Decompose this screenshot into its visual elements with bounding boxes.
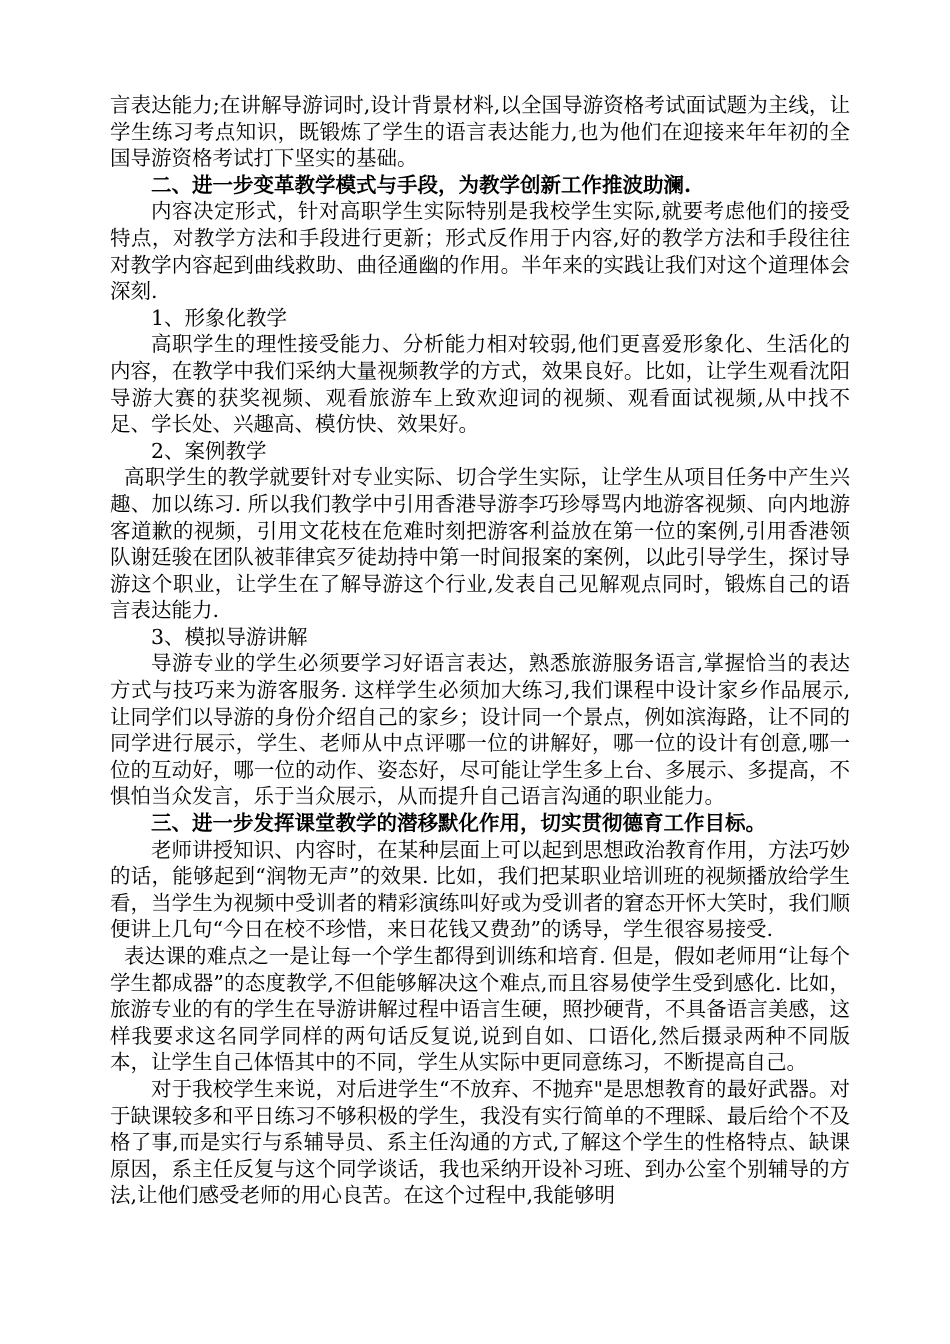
body-paragraph: 老师讲授知识、内容时，在某种层面上可以起到思想政治教育作用，方法巧妙的话，能够起到“润物无声”的效果. 比如，我们把某职业培训班的视频播放给学生看，当学生为视频中受训者的精彩演练叫好或为受训者的窘态开怀大笑时，我们顺便讲上几句“今日在校不珍惜，来日花钱又费劲”的诱导，学生很容易接受. bbox=[110, 837, 850, 942]
subsection-heading: 1、形象化教学 bbox=[151, 305, 288, 330]
body-paragraph: 表达课的难点之一是让每一个学生都得到训练和培育. 但是，假如老师用“让每个学生都成器”的态度教学,不但能够解决这个难点,而且容易使学生受到感化. 比如，旅游专业的有的学生在导游讲解过程中语言生硬，照抄硬背，不具备语言美感，这样我要求这名同学同样的两句话反复说,说到自如、口语化,然后摄录两种不同版本，让学生自己体悟其中的不同，学生从实际中更同意练习，不断提高自己。 bbox=[110, 944, 850, 1075]
subsection-heading: 2、案例教学 bbox=[151, 438, 267, 463]
body-paragraph: 高职学生的教学就要针对专业实际、切合学生实际，让学生从项目任务中产生兴趣、加以练习. 所以我们教学中引用香港导游李巧珍辱骂内地游客视频、向内地游客道歉的视频，引用文花枝在危难时刻把游客利益放在第一位的案例,引用香港领队谢廷骏在团队被菲律宾歹徒劫持中第一时间报案的案例，以此引导学生，探讨导游这个职业，让学生在了解导游这个行业,发表自己见解观点同时，锻炼自己的语言表达能力. bbox=[110, 465, 850, 623]
body-paragraph: 对于我校学生来说，对后进学生“不放弃、不抛弃"是思想教育的最好武器。对于缺课较多和平日练习不够积极的学生，我没有实行简单的不理睬、最后给个不及格了事,而是实行与系辅导员、系主任沟通的方式,了解这个学生的性格特点、缺课原因，系主任反复与这个同学谈话，我也采纳开设补习班、到办公室个别辅导的方法,让他们感受老师的用心良苦。在这个过程中,我能够明 bbox=[110, 1076, 850, 1208]
body-paragraph: 言表达能力;在讲解导游词时,设计背景材料,以全国导游资格考试面试题为主线，让学生练习考点知识，既锻炼了学生的语言表达能力,也为他们在迎接来年年初的全国导游资格考试打下坚实的基础。 bbox=[110, 93, 850, 171]
body-paragraph: 内容决定形式，针对高职学生实际特别是我校学生实际,就要考虑他们的接受特点，对教学方法和手段进行更新；形式反作用于内容,好的教学方法和手段往往对教学内容起到曲线救助、曲径通幽的作用。半年来的实践让我们对这个道理体会深刻. bbox=[110, 199, 850, 304]
body-paragraph: 导游专业的学生必须要学习好语言表达，熟悉旅游服务语言,掌握恰当的表达方式与技巧来为游客服务. 这样学生必须加大练习,我们课程中设计家乡作品展示,让同学们以导游的身份介绍自己的家乡；设计同一个景点，例如滨海路，让不同的同学进行展示，学生、老师从中点评哪一位的讲解好，哪一位的设计有创意,哪一位的互动好，哪一位的动作、姿态好，尽可能让学生多上台、多展示、多提高，不惧怕当众发言，乐于当众展示，从而提升自己语言沟通的职业能力。 bbox=[110, 651, 850, 809]
body-paragraph: 高职学生的理性接受能力、分析能力相对较弱,他们更喜爱形象化、生活化的内容，在教学中我们采纳大量视频教学的方式，效果良好。比如，让学生观看沈阳导游大赛的获奖视频、观看旅游车上致欢迎词的视频、观看面试视频,从中找不足、学长处、兴趣高、模仿快、效果好。 bbox=[110, 332, 850, 437]
section-heading: 三、进一步发挥课堂教学的潜移默化作用，切实贯彻德育工作目标。 bbox=[151, 811, 766, 836]
section-heading: 二、进一步变革教学模式与手段，为教学创新工作推波助澜. bbox=[151, 172, 692, 197]
subsection-heading: 3、模拟导游讲解 bbox=[151, 624, 308, 649]
document-page bbox=[110, 92, 850, 1209]
